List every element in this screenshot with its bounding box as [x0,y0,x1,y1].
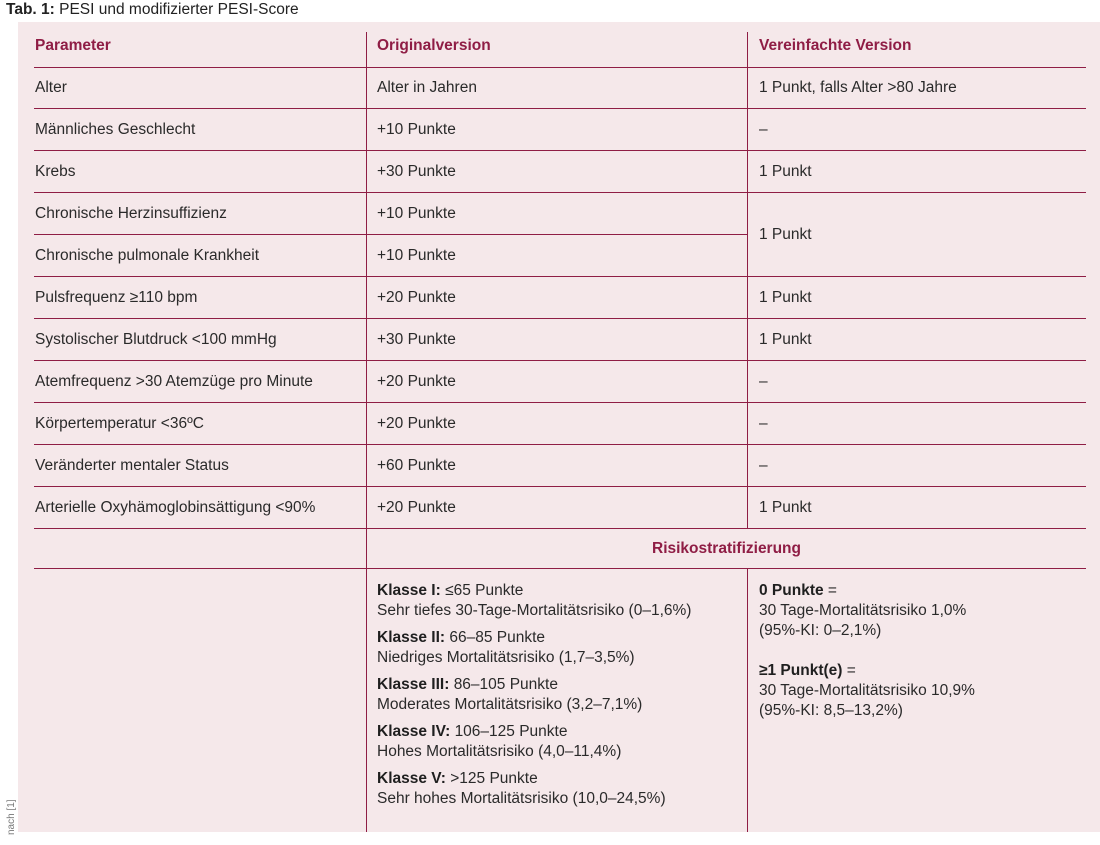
risk-class-3-desc: Moderates Mortalitätsrisiko (3,2–7,1%) [377,696,643,713]
row-2-simplified: – [759,121,768,138]
table-caption [6,0,299,22]
risk-simplified [759,581,1084,721]
simplified-risk-1-line1: 30 Tage-Mortalitätsrisiko 10,9% [759,682,975,699]
row-3-original: +30 Punkte [377,163,456,180]
source-note-text: nach [1] [6,799,17,835]
simplified-risk-0: 0 Punkte = [759,582,837,599]
simplified-risk-1-line2: (95%-KI: 8,5–13,2%) [759,702,903,719]
row-3-simplified: 1 Punkt [759,163,812,180]
risk-class-1-desc: Sehr tiefes 30-Tage-Mortalitätsrisiko (0–1,6%) [377,602,692,619]
divider-col-1 [366,32,367,832]
divider-col-2-lower [747,568,748,832]
row-10-original: +60 Punkte [377,457,456,474]
row-1-parameter: Alter [35,79,67,96]
rule-row-10 [34,486,1086,487]
rule-row-4 [34,234,747,235]
rule-row-6 [34,318,1086,319]
rule-risk-header [34,568,1086,569]
rule-header [34,67,1086,68]
row-2-parameter: Männliches Geschlecht [35,121,196,138]
pesi-table [18,22,1100,832]
caption-title: PESI und modifizierter PESI-Score [59,1,299,18]
rows-4-5-simplified: 1 Punkt [759,226,812,243]
row-5-parameter: Chronische pulmonale Krankheit [35,247,260,264]
rule-row-7 [34,360,1086,361]
row-4-parameter: Chronische Herzinsuffizienz [35,205,227,222]
divider-col-2-upper [747,32,748,528]
row-3-parameter: Krebs [35,163,76,180]
column-header-parameter: Parameter [35,37,111,54]
row-9-original: +20 Punkte [377,415,456,432]
risk-class-5: Klasse V: >125 Punkte [377,770,538,787]
rule-row-2 [34,150,1086,151]
row-7-original: +30 Punkte [377,331,456,348]
rule-row-8 [34,402,1086,403]
row-5-original: +10 Punkte [377,247,456,264]
simplified-risk-0-line2: (95%-KI: 0–2,1%) [759,622,882,639]
rule-row-1 [34,108,1086,109]
column-header-original: Originalversion [377,37,491,54]
row-10-simplified: – [759,457,768,474]
column-header-simplified: Vereinfachte Version [759,37,912,54]
rule-row-11 [34,528,1086,529]
row-8-simplified: – [759,373,768,390]
rule-row-5 [34,276,1086,277]
risk-class-3: Klasse III: 86–105 Punkte [377,676,558,693]
row-11-original: +20 Punkte [377,499,456,516]
simplified-risk-1: ≥1 Punkt(e) = [759,662,856,679]
source-note [0,795,17,835]
row-1-original: Alter in Jahren [377,79,477,96]
row-11-parameter: Arterielle Oxyhämoglobinsättigung <90% [35,499,316,516]
row-10-parameter: Veränderter mentaler Status [35,457,229,474]
row-7-parameter: Systolischer Blutdruck <100 mmHg [35,331,277,348]
row-11-simplified: 1 Punkt [759,499,812,516]
row-4-original: +10 Punkte [377,205,456,222]
risk-class-4-desc: Hohes Mortalitätsrisiko (4,0–11,4%) [377,743,622,760]
risk-class-2-desc: Niedriges Mortalitätsrisiko (1,7–3,5%) [377,649,635,666]
row-2-original: +10 Punkte [377,121,456,138]
risk-classes-original [377,581,742,809]
row-9-simplified: – [759,415,768,432]
risk-class-2: Klasse II: 66–85 Punkte [377,629,546,646]
risk-class-5-desc: Sehr hohes Mortalitätsrisiko (10,0–24,5%) [377,790,666,807]
simplified-risk-0-line1: 30 Tage-Mortalitätsrisiko 1,0% [759,602,967,619]
row-1-simplified: 1 Punkt, falls Alter >80 Jahre [759,79,957,96]
risk-stratification-header: Risikostratifizierung [652,540,801,557]
row-8-parameter: Atemfrequenz >30 Atemzüge pro Minute [35,373,313,390]
caption-label: Tab. 1: [6,1,55,18]
row-9-parameter: Körpertemperatur <36ºC [35,415,204,432]
row-8-original: +20 Punkte [377,373,456,390]
rule-row-9 [34,444,1086,445]
row-6-parameter: Pulsfrequenz ≥110 bpm [35,289,198,306]
row-7-simplified: 1 Punkt [759,331,812,348]
risk-class-4: Klasse IV: 106–125 Punkte [377,723,568,740]
rule-row-3 [34,192,1086,193]
row-6-original: +20 Punkte [377,289,456,306]
row-6-simplified: 1 Punkt [759,289,812,306]
risk-class-1: Klasse I: ≤65 Punkte [377,582,524,599]
